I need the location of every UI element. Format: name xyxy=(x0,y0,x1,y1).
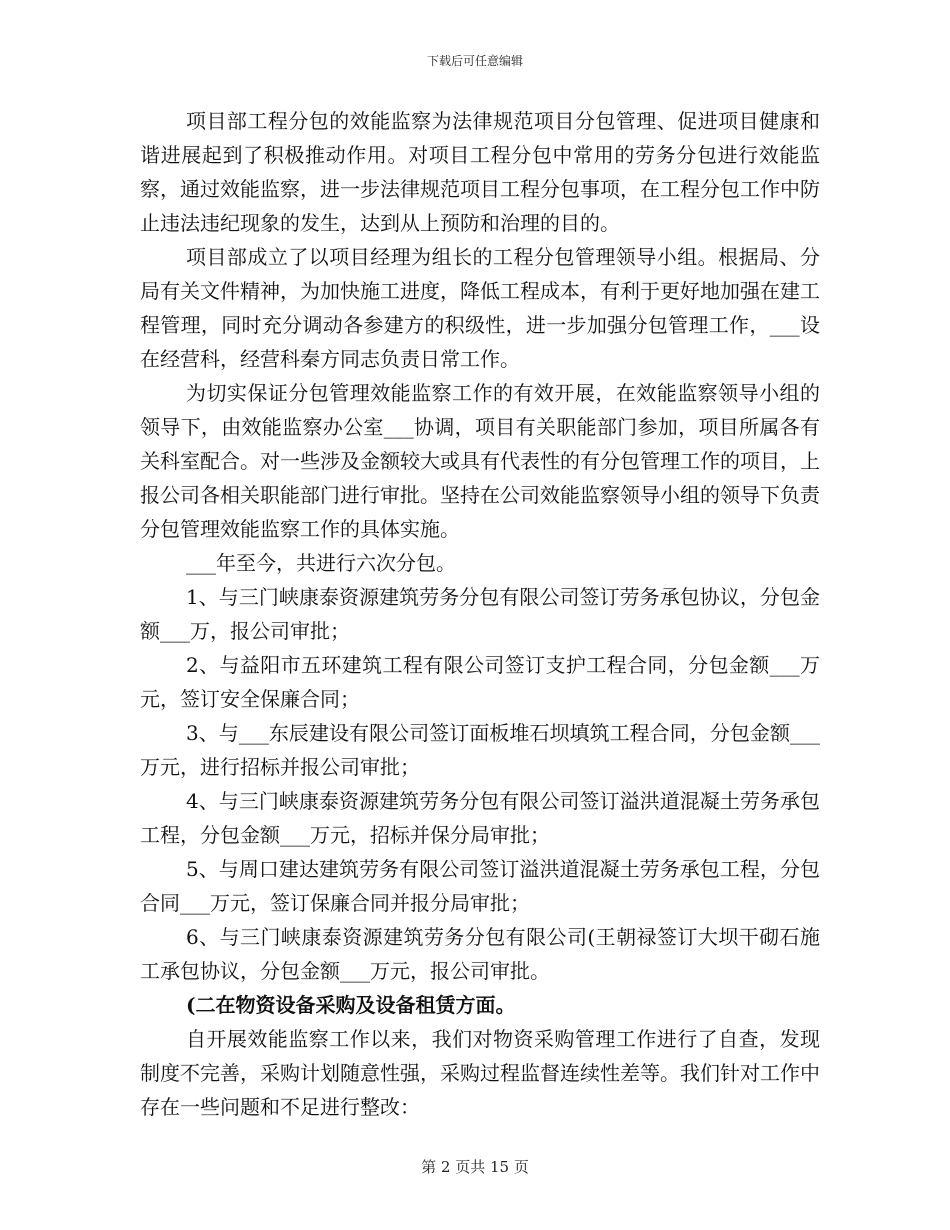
page-number: 第 2 页共 15 页 xyxy=(421,1158,529,1176)
paragraph-procurement: 自开展效能监察工作以来，我们对物资采购管理工作进行了自查，发现制度不完善，采购计划随意性强，采购过程监督连续性差等。我们针对工作中存在一些问题和不足进行整改： xyxy=(140,1027,820,1119)
list-item-subcontract-2: 2、与益阳市五环建筑工程有限公司签订支护工程合同，分包金额___万元，签订安全保廉合同； xyxy=(140,653,820,711)
document-body xyxy=(140,104,820,1124)
paragraph-supervision: 为切实保证分包管理效能监察工作的有效开展，在效能监察领导小组的领导下，由效能监察办公室___协调，项目有关职能部门参加，项目所属各有关科室配合。对一些涉及金额较大或具有代表性的有分包管理工作的项目，上报公司各相关职能部门进行审批。坚持在公司效能监察领导小组的领导下负责分包管理效能监察工作的具体实施。 xyxy=(140,381,820,541)
paragraph-intro: 项目部工程分包的效能监察为法律规范项目分包管理、促进项目健康和谐进展起到了积极推动作用。对项目工程分包中常用的劳务分包进行效能监察，通过效能监察，进一步法律规范项目工程分包事项，在工程分包工作中防止违法违纪现象的发生，达到从上预防和治理的目的。 xyxy=(140,109,820,235)
list-item-subcontract-5: 5、与周口建达建筑劳务有限公司签订溢洪道混凝土劳务承包工程，分包合同___万元，签订保廉合同并报分局审批； xyxy=(140,857,820,915)
section-heading-procurement: (二在物资设备采购及设备租赁方面。 xyxy=(186,993,516,1017)
paragraph-subcontract-count: ___年至今，共进行六次分包。 xyxy=(186,551,456,575)
list-item-subcontract-6: 6、与三门峡康泰资源建筑劳务分包有限公司(王朝禄签订大坝干砌石施工承包协议，分包金额___万元，报公司审批。 xyxy=(140,925,820,983)
list-item-subcontract-3: 3、与___东辰建设有限公司签订面板堆石坝填筑工程合同，分包金额___万元，进行招标并报公司审批； xyxy=(140,721,820,779)
paragraph-leadership-group: 项目部成立了以项目经理为组长的工程分包管理领导小组。根据局、分局有关文件精神，为加快施工进度，降低工程成本，有利于更好地加强在建工程管理，同时充分调动各参建方的积级性，进一步加强分包管理工作，___设在经营科，经营科秦方同志负责日常工作。 xyxy=(140,245,820,371)
page-header-note: 下载后可任意编辑 xyxy=(426,54,523,68)
list-item-subcontract-4: 4、与三门峡康泰资源建筑劳务分包有限公司签订溢洪道混凝土劳务承包工程，分包金额___万元，招标并保分局审批； xyxy=(140,789,820,847)
list-item-subcontract-1: 1、与三门峡康泰资源建筑劳务分包有限公司签订劳务承包协议，分包金额___万，报公司审批； xyxy=(140,585,820,643)
